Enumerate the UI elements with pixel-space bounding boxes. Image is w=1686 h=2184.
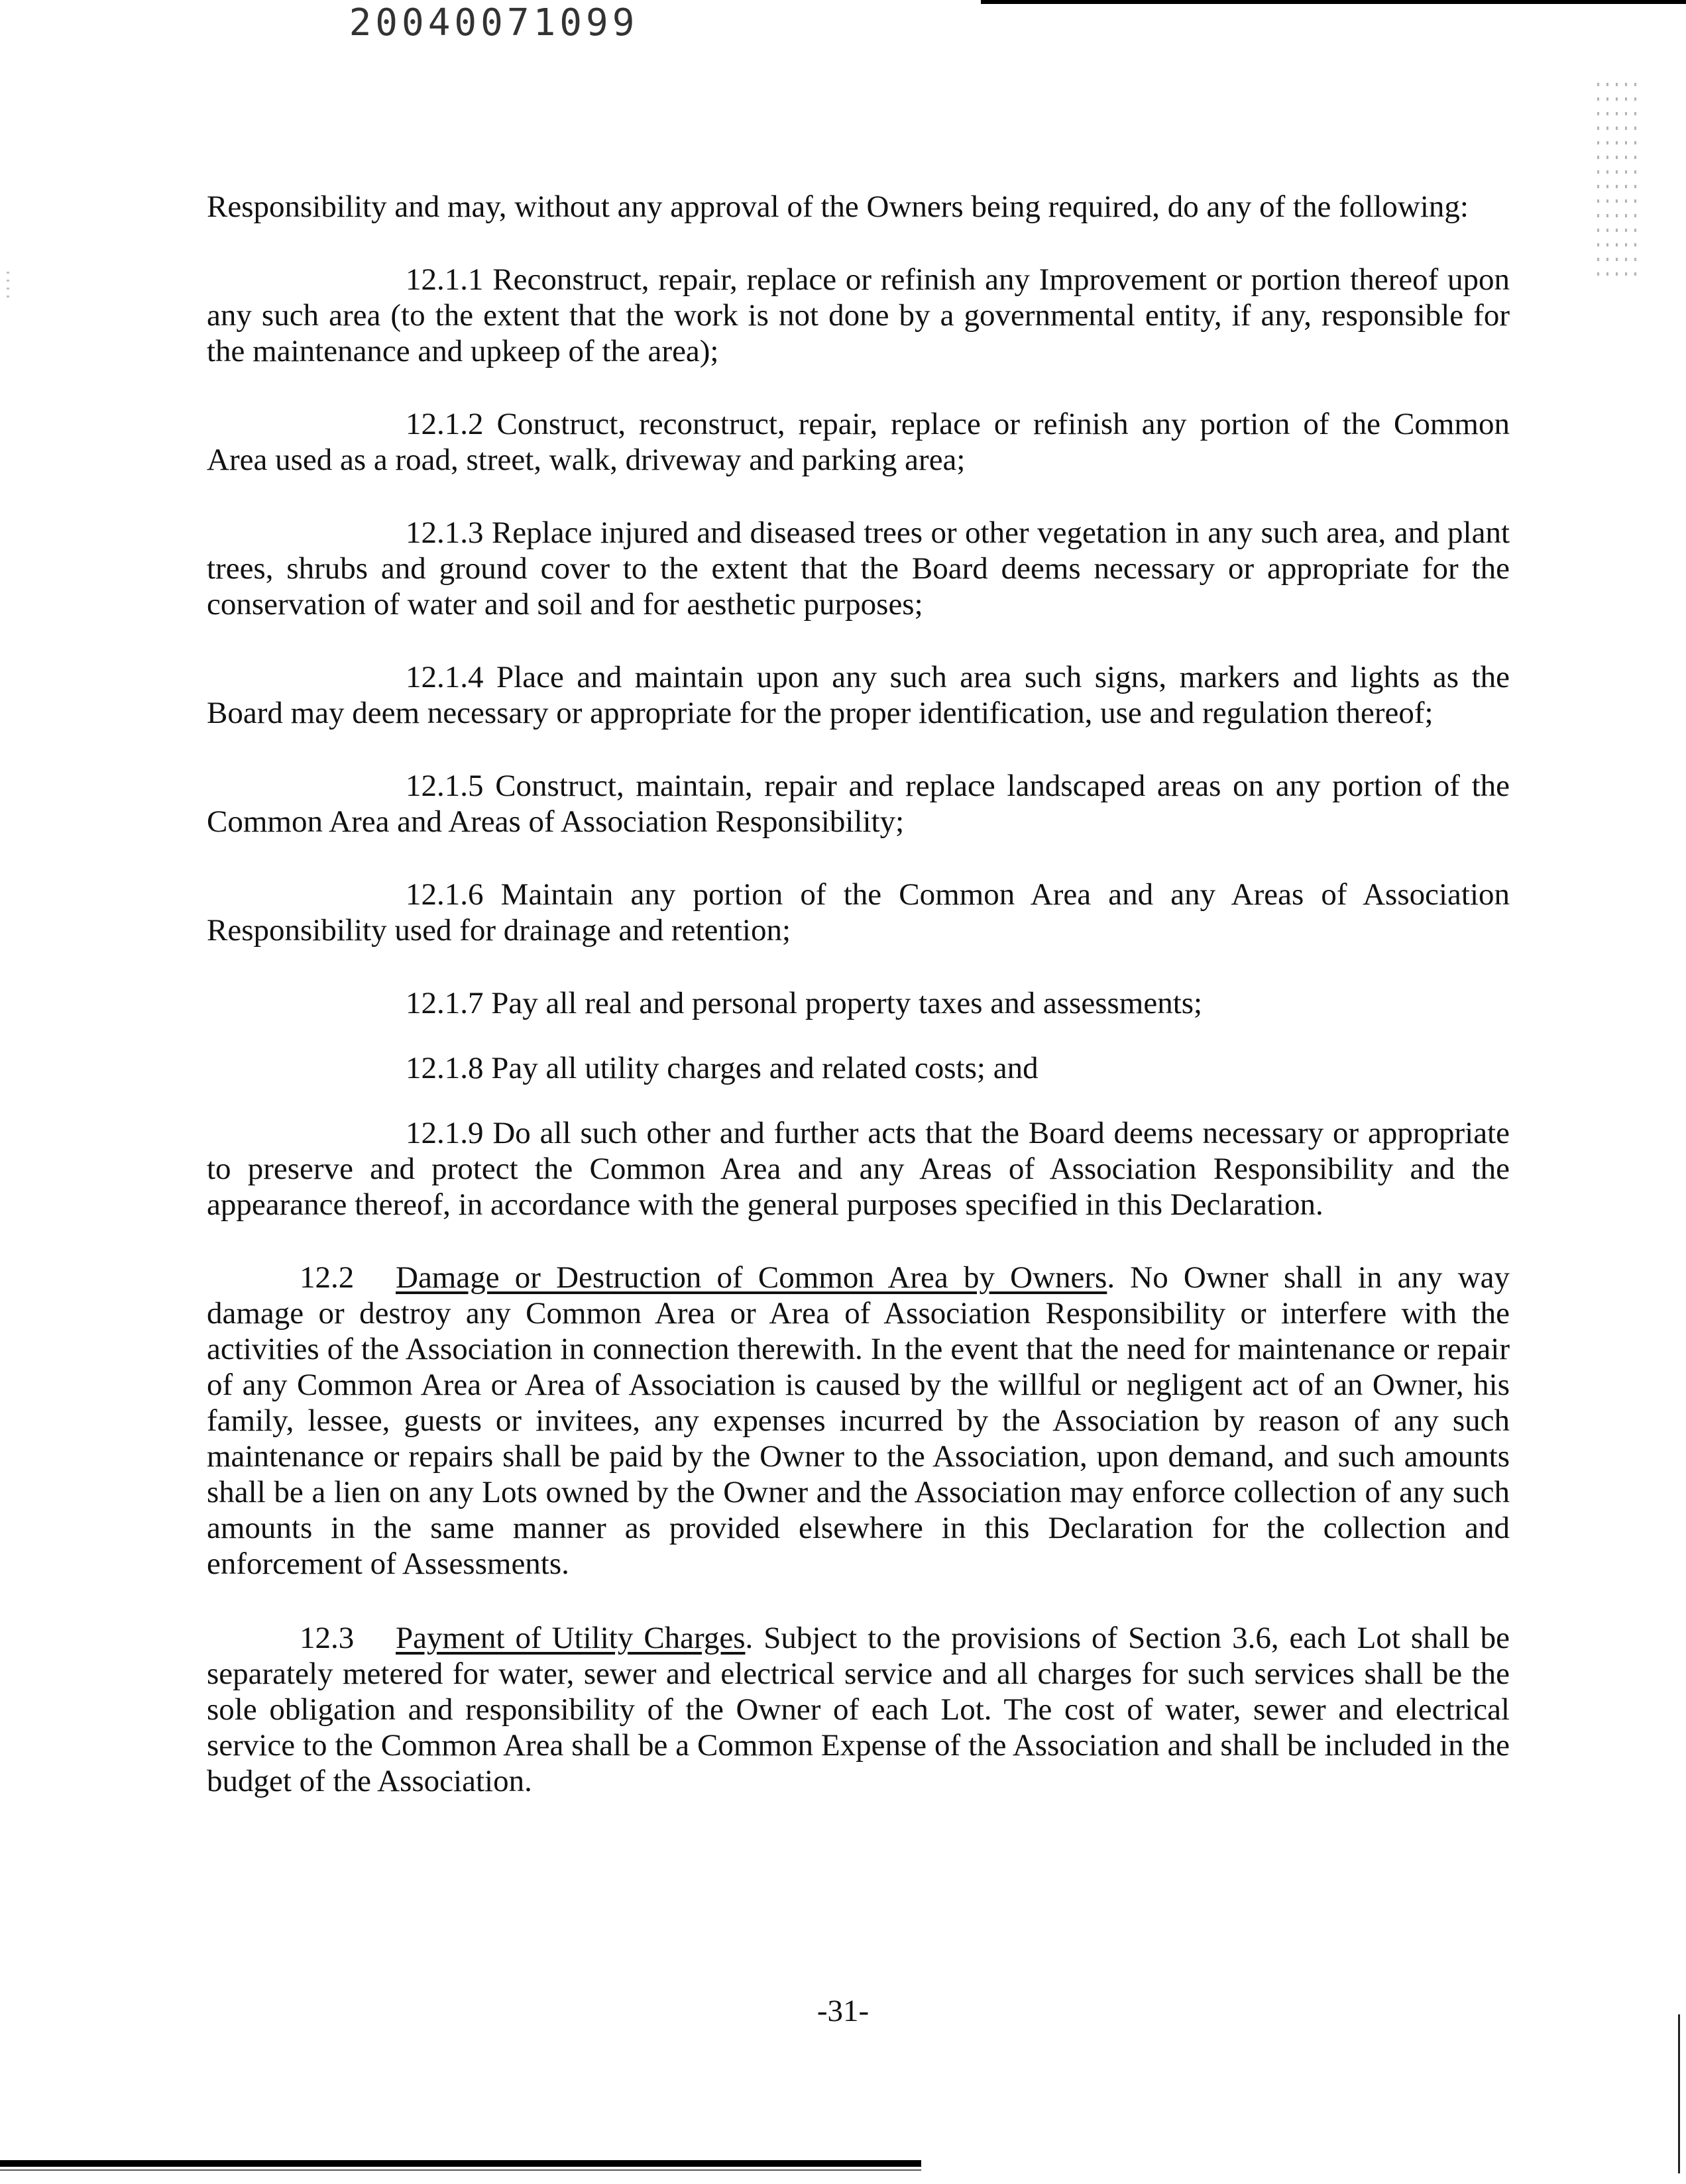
bottom-rule: [0, 2160, 921, 2167]
item-12-1-1: [207, 262, 1510, 369]
item-number: 12.1.3: [406, 516, 484, 550]
item-12-1-3: [207, 515, 1510, 622]
page-number: -31-: [816, 1994, 870, 2028]
item-number: 12.1.8: [406, 1051, 484, 1085]
item-number: 12.1.2: [406, 407, 484, 441]
item-text: Do all such other and further acts that the Board deems necessary or appropriate to preserve and protect the Common Area and any Areas of Association Responsibility and the appearance thereof, in accordance with the general purposes specified in this Declaration.: [207, 1116, 1510, 1222]
item-text: Construct, reconstruct, repair, replace or refinish any portion of the Common Area used as a road, street, walk, driveway and parking area;: [207, 407, 1510, 477]
item-number: 12.1.5: [406, 769, 484, 803]
item-text: Construct, maintain, repair and replace landscaped areas on any portion of the Common Area and Areas of Association Responsibility;: [207, 769, 1510, 839]
scan-left-marks: [7, 272, 9, 298]
section-heading: Damage or Destruction of Common Area by Owners: [396, 1260, 1107, 1295]
item-text: Pay all utility charges and related costs; and: [491, 1051, 1039, 1085]
item-number: 12.1.4: [406, 660, 484, 694]
top-rule: [981, 0, 1686, 4]
item-number: 12.1.9: [406, 1116, 484, 1150]
section-number: 12.3: [300, 1621, 355, 1655]
scan-margin-marks: [1597, 83, 1637, 282]
item-number: 12.1.7: [406, 986, 484, 1020]
intro-paragraph: Responsibility and may, without any approval of the Owners being required, do any of the following:: [207, 190, 1469, 224]
section-heading: Payment of Utility Charges: [396, 1621, 746, 1655]
section-text: . Subject to the provisions of Section 3.6, each Lot shall be separately metered for water, sewer and electrical service and all charges for such services shall be the sole obligation and responsibility of the Owner of each Lot. The cost of water, sewer and electrical service to the Common Area shall be a Common Expense of the Association and shall be included in the budget of the Association.: [207, 1621, 1510, 1798]
item-number: 12.1.6: [406, 877, 484, 912]
section-text: . No Owner shall in any way damage or destroy any Common Area or Area of Association Responsibility or interfere with the activities of the Association in connection therewith. In the event that the need for maintenance or repair of any Common Area or Area of Association is caused by the willful or negligent act of an Owner, his family, lessee, guests or invitees, any expenses incurred by the Association by reason of any such maintenance or repairs shall be paid by the Owner to the Association, upon demand, and such amounts shall be a lien on any Lots owned by the Owner and the Association may enforce collection of any such amounts in the same manner as provided elsewhere in this Declaration for the collection and enforcement of Assessments.: [207, 1260, 1510, 1581]
item-text: Maintain any portion of the Common Area and any Areas of Association Responsibility used for drainage and retention;: [207, 877, 1510, 948]
item-12-1-6: [207, 877, 1510, 948]
item-text: Pay all real and personal property taxes and assessments;: [491, 986, 1203, 1020]
scan-edge-line: [1678, 2014, 1680, 2173]
item-text: Replace injured and diseased trees or other vegetation in any such area, and plant trees, shrubs and ground cover to the extent that the Board deems necessary or appropriate for the conservation of water and soil and for aesthetic purposes;: [207, 516, 1510, 622]
item-12-1-9: [207, 1115, 1510, 1223]
item-number: 12.1.1: [406, 262, 484, 297]
item-12-1-5: [207, 768, 1510, 840]
section-number: 12.2: [300, 1260, 355, 1295]
item-12-1-2: [207, 406, 1510, 478]
section-12-3: [207, 1620, 1510, 1799]
document-body: [207, 189, 1510, 1837]
bottom-rule-thin: [0, 2169, 921, 2171]
item-12-1-8: [207, 1050, 1510, 1086]
section-12-2: [207, 1260, 1510, 1582]
document-number: 20040071099: [349, 1, 639, 44]
item-12-1-7: [207, 985, 1510, 1021]
item-12-1-4: [207, 659, 1510, 731]
item-text: Place and maintain upon any such area such signs, markers and lights as the Board may deem necessary or appropriate for the proper identification, use and regulation thereof;: [207, 660, 1510, 730]
item-text: Reconstruct, repair, replace or refinish any Improvement or portion thereof upon any such area (to the extent that the work is not done by a governmental entity, if any, responsible for the maintenance and upkeep of the area);: [207, 262, 1510, 368]
